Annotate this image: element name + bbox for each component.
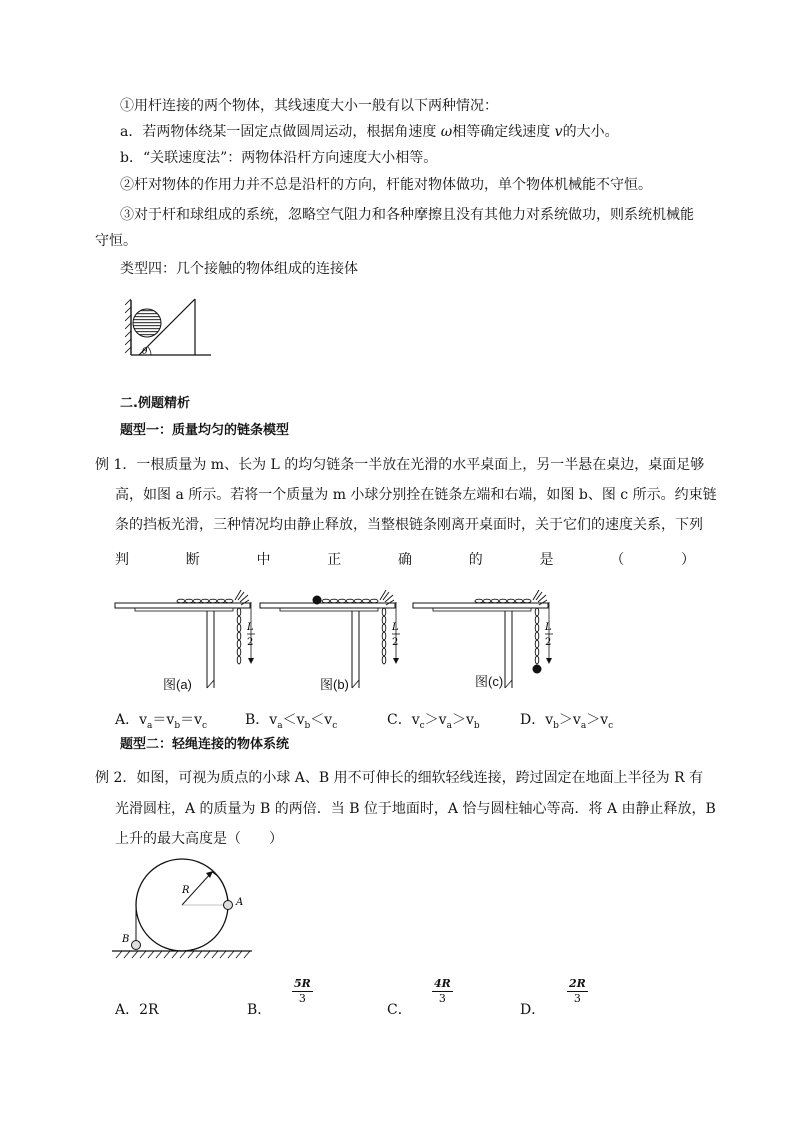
para-rod-b: b．“关联速度法”：两物体沿杆方向速度大小相等。 (120, 150, 438, 166)
ex1-option-a: A．$v_a=v_b=v_c$ (115, 712, 208, 731)
ex1-option-b: B．$v_a<v_b<v_c$ (245, 712, 338, 731)
ball-left (313, 596, 322, 605)
char: 中 (256, 552, 271, 568)
text: 相等确定线速度 (452, 124, 555, 140)
numerator: 2R (569, 977, 586, 990)
theta-label: θ (142, 347, 148, 357)
chain-length-L: L (247, 622, 254, 633)
section-heading: 二.例题精析 (120, 396, 190, 411)
ex1-line4 (115, 550, 695, 570)
ball-right (533, 665, 542, 674)
ex2-option-b: B． (247, 1002, 272, 1018)
label-b: B (122, 934, 130, 945)
type4-title: 类型四：几个接触的物体组成的连接体 (120, 261, 358, 277)
ex2-fraction-d (567, 977, 588, 1006)
label-a: A (236, 897, 244, 908)
chain-length-2: 2 (545, 637, 552, 648)
text: a．若两物体绕某一固定点做圆周运动，根据角速度 (120, 124, 441, 140)
ex2-option-a: A．2R (115, 1002, 159, 1018)
fig-c-caption: 图(c) (475, 674, 504, 689)
omega-symbol: ω (440, 124, 453, 140)
ex1-line2: 高，如图 a 所示。若将一个质量为 m 小球分别拴在链条左端和右端，如图 b、图 c 所示。约束链 (115, 487, 717, 503)
ex1-option-d: D．$v_b>v_a>v_c$ (520, 712, 614, 731)
chain-length-2: 2 (392, 637, 399, 648)
para-rod-3: ③对于杆和球组成的系统，忽略空气阻力和各种摩擦且没有其他力对系统做功，则系统机械能 (120, 207, 694, 223)
char: ） (681, 552, 695, 568)
ex2-option-d: D． (520, 1002, 546, 1018)
denominator: 3 (298, 992, 306, 1005)
numerator: 5R (294, 977, 311, 990)
ex1-line3: 条的挡板光滑，三种情况均由静止释放，当整根链条刚离开桌面时，关于它们的速度关系，下列 (115, 517, 703, 533)
ball (133, 309, 161, 337)
fig-a-caption: 图(a) (163, 677, 192, 692)
fig-b-caption: 图(b) (320, 677, 349, 692)
chain-length-L: L (392, 622, 399, 633)
char: （ (610, 552, 625, 568)
char: 确 (398, 552, 412, 568)
chain-length-2: 2 (247, 637, 254, 648)
chain-length-L: L (545, 622, 552, 633)
numerator: 4R (434, 977, 451, 990)
ex2-fraction-b (292, 977, 313, 1006)
char: 判 (115, 552, 129, 568)
char: 正 (327, 552, 342, 568)
ex2-option-c: C． (387, 1002, 412, 1018)
radius-label: R (182, 885, 190, 896)
v-symbol: v (554, 124, 563, 140)
cylinder-figure (112, 858, 252, 958)
para-rod-1: ①用杆连接的两个物体，其线速度大小一般有以下两种情况： (120, 98, 498, 114)
ex1-line1: 例 1．一根质量为 m、长为 L 的均匀链条一半放在光滑的水平桌面上，另一半悬在桌边，桌面足够 (95, 457, 705, 473)
topic1-title: 题型一：质量均匀的链条模型 (120, 423, 290, 438)
text: 的大小。 (562, 124, 619, 140)
ex2-line1: 例 2．如图，可视为质点的小球 A、B 用不可伸长的细软轻线连接，跨过固定在地面上半径为 R 有 (95, 770, 704, 786)
wall-incline-figure (125, 295, 215, 360)
denominator: 3 (438, 992, 446, 1005)
char: 是 (539, 552, 554, 568)
topic2-title: 题型二：轻绳连接的物体系统 (120, 737, 290, 752)
ex1-option-c: C．$v_c>v_a>v_b$ (387, 712, 480, 731)
ball-a (224, 901, 233, 910)
char: 的 (468, 552, 483, 568)
char: 断 (185, 552, 200, 568)
para-rod-a (120, 122, 619, 142)
para-rod-3-cont: 守恒。 (95, 233, 137, 249)
para-rod-2: ②杆对物体的作用力并不总是沿杆的方向，杆能对物体做功，单个物体机械能不守恒。 (120, 177, 652, 193)
ex2-fraction-c (432, 977, 453, 1006)
ball-b (132, 941, 141, 950)
denominator: 3 (573, 992, 581, 1005)
ex2-line2: 光滑圆柱，A 的质量为 B 的两倍．当 B 位于地面时，A 恰与圆柱轴心等高．将 A 由静止释放，B (115, 801, 716, 817)
ex2-line3: 上升的最大高度是（ ） (115, 831, 283, 847)
